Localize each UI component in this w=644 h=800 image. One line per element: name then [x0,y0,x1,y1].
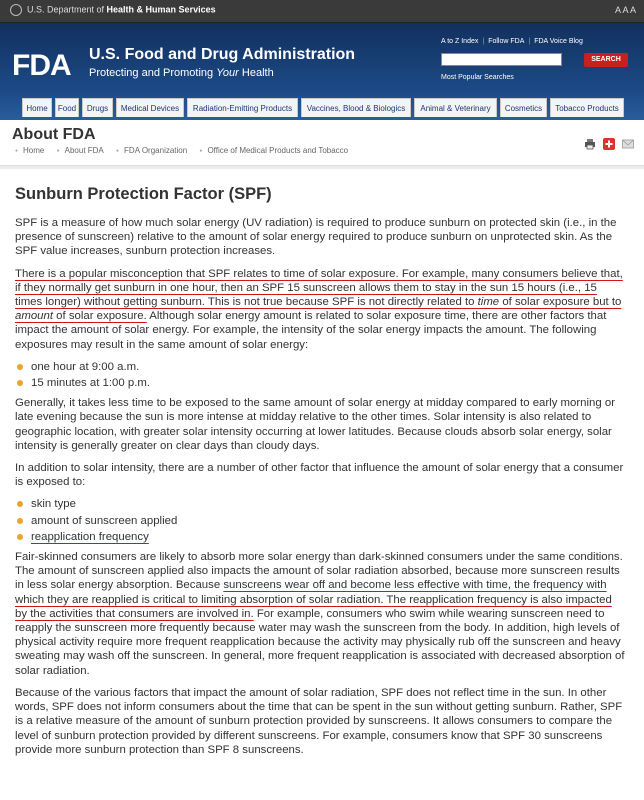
tab-vaccines-blood-biologics[interactable]: Vaccines, Blood & Biologics [301,98,411,117]
search-button[interactable]: SEARCH [584,53,628,67]
agency-name[interactable]: U.S. Food and Drug Administration [89,46,356,63]
misconception-text-b: of solar exposure but to [499,296,622,309]
utility-links [441,38,583,45]
list-item [15,530,625,544]
article-content [15,184,625,765]
fda-logo[interactable] [12,48,80,80]
breadcrumb [15,146,358,155]
tagline-emphasis: Your [216,67,239,79]
factors-list [15,497,625,544]
breadcrumb-about-fda[interactable]: ● About FDA [57,146,104,155]
list-item: amount of sunscreen applied [15,514,625,528]
font-size-controls[interactable]: A A A [614,5,636,15]
list-item: one hour at 9:00 a.m. [15,360,625,374]
header-divider [0,165,644,169]
skin-text-c: For example, consumers who swim while wearing sunscreen need to reapply the sunscreen more frequently because water may wash the sunscreen from the body. In addition, high levels of physical activity require more frequent reapplication because the activity may physically rub off the sunscreen and heavy sweating may wash off the sunscreen. In general, more frequent reapplication is associated with decreased absorption of solar radiation. [15,607,625,677]
paragraph-exposure-factors: Although solar energy amount is related to solar exposure time, there are other factors that impact the amount of solar energy. For example, the intensity of the solar energy impacts the amount. The following exposures may result in the same amount of solar energy: [15,310,607,351]
underlined-reapplication: reapplication frequency [31,530,149,543]
skin-text-a: Fair-skinned consumers are likely to absorb more solar energy than dark-skinned consumers under the same conditions. The amount of sunscreen applied also impacts the amount of solar radiation absorbed, because more sunscreen results in less solar energy absorption. Because [15,551,623,592]
breadcrumb-home[interactable]: ● Home [15,146,44,155]
hhs-link[interactable] [10,4,216,16]
tab-food[interactable]: Food [55,98,79,117]
paragraph-conclusion: Because of the various factors that impact the amount of solar radiation, SPF does not reflect time in the sun. In other words, SPF does not inform consumers about the time that can be spent in the sun without getting sunburn. Rather, SPF is a relative measure of the amount of sunburn protection provided by sunscreens. It allows consumers to compare the level of sunburn protection provided by different sunscreens. For example, consumers know that SPF 30 sunscreens provide more sunburn protection than SPF 8 sunscreens. [15,686,623,756]
follow-fda-link[interactable]: Follow FDA [488,38,525,45]
print-icon[interactable] [584,138,596,150]
underlined-wear-off: sunscreens wear off and become less effective with time, the frequency with which they are reapplied is critical to limiting absorption of solar radiation. The reapplication frequency is also impacted by the activities that consumers are involved in. [15,579,612,620]
paragraph-misconception [15,267,625,352]
paragraph-spf-definition: SPF is a measure of how much solar energy (UV radiation) is required to produce sunburn on protected skin (i.e., in the presence of sunscreen) relative to the amount of solar energy required to produce sunburn on unprotected skin. As the SPF value increases, sunburn protection increases. [15,217,617,258]
hhs-prefix: U.S. Department of [27,4,107,15]
tab-animal-veterinary[interactable]: Animal & Veterinary [414,98,497,117]
paragraph-other-factors: In addition to solar intensity, there are a number of other factor that influence the amount of solar energy that a consumer is exposed to: [15,462,624,489]
tab-home[interactable]: Home [22,98,52,117]
agency-tagline [89,67,274,79]
breadcrumb-fda-organization[interactable]: ● FDA Organization [116,146,187,155]
exposure-examples-list [15,360,625,390]
section-title: About FDA [12,126,96,143]
share-plus-icon[interactable] [603,138,615,150]
tagline-prefix: Protecting and Promoting [89,67,217,79]
misconception-text-c: of solar exposure. [53,310,147,323]
paragraph-skin-and-reapplication [15,550,625,678]
email-icon[interactable] [622,138,634,150]
tab-drugs[interactable]: Drugs [82,98,113,117]
fda-banner [0,23,644,120]
separator: | [528,38,531,45]
emphasis-time: time [477,296,500,309]
tagline-suffix: Health [238,67,274,79]
search-input[interactable] [441,53,562,66]
tab-medical-devices[interactable]: Medical Devices [116,98,184,117]
hhs-top-bar [0,0,644,23]
tab-cosmetics[interactable]: Cosmetics [500,98,547,117]
fda-voice-blog-link[interactable]: FDA Voice Blog [534,38,583,45]
separator: | [482,38,485,45]
misconception-text-a: There is a popular misconception that SPF relates to time of solar exposure. For example, many consumers believe that, if they normally get sunburn in one hour, then an SPF 15 sunscreen allows them to stay in the sun 15 hours (i.e., 15 times longer) without getting sunburn. This is not true because SPF is not directly related to [15,267,623,309]
popular-searches-link[interactable]: Most Popular Searches [441,74,514,81]
list-item: skin type [15,497,625,511]
a-to-z-link[interactable]: A to Z Index [441,38,479,45]
article-title: Sunburn Protection Factor (SPF) [15,185,272,203]
hhs-eagle-icon [10,4,22,16]
tab-radiation-emitting-products[interactable]: Radiation-Emitting Products [187,98,298,117]
breadcrumb-office[interactable]: ● Office of Medical Products and Tobacco [199,146,348,155]
hhs-name: Health & Human Services [106,4,216,15]
emphasis-amount: amount [15,310,53,323]
tab-tobacco-products[interactable]: Tobacco Products [550,98,624,117]
list-item: 15 minutes at 1:00 p.m. [15,376,625,390]
paragraph-solar-intensity: Generally, it takes less time to be exposed to the same amount of solar energy at midday compared to early morning or late evening because the sun is more intense at midday relative to the other times. Solar intensity is also related to geographic location, with greater solar intensity occurring at lower latitudes. Because clouds absorb solar energy, solar intensity is generally greater on clear days than cloudy days. [15,397,615,452]
fda-logo-text: FDA [12,49,71,80]
